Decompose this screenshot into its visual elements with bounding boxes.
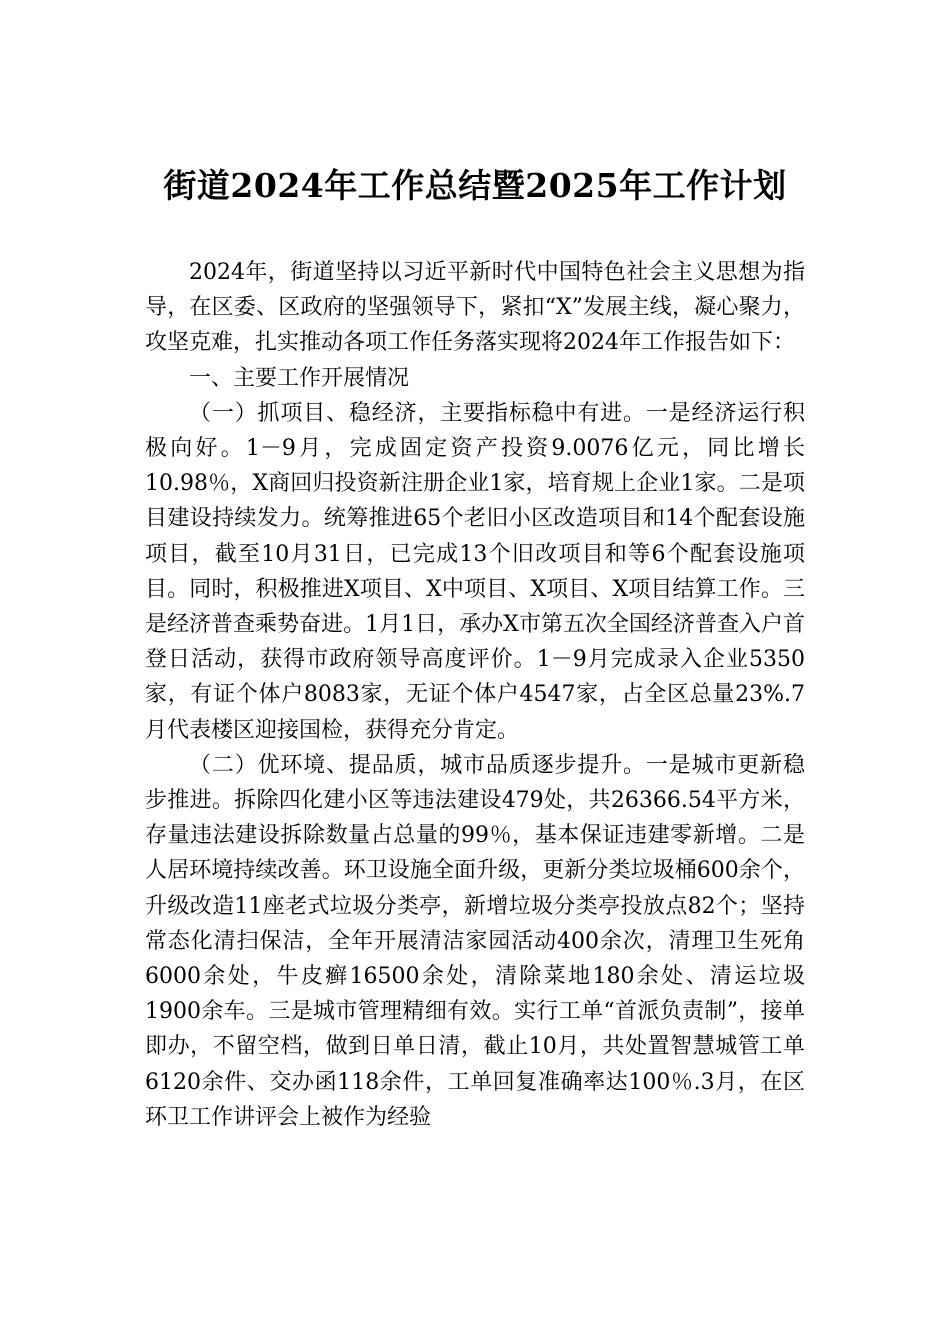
paragraph-economy: [145, 396, 805, 748]
document-body: [145, 255, 805, 1135]
document-title: 街道2024年工作总结暨2025年工作计划: [163, 166, 787, 205]
subsection-heading-economy: （一）抓项目、稳经济，主要指标稳中有进。: [189, 400, 646, 426]
paragraph-environment: [145, 748, 805, 1135]
subsection-heading-environment: （二）优环境、提品质，城市品质逐步提升。: [189, 752, 646, 778]
paragraph-economy-text: 一是经济运行积极向好。1－9月，完成固定资产投资9.0076亿元，同比增长10.98％，X商回归投资新注册企业1家，培育规上企业1家。二是项目建设持续发力。统筹推进65个老旧小区改造项目和14个配套设施项目，截至10月31日，已完成13个旧改项目和等6个配套设施项目。同时，积极推进X项目、X中项目、X项目、X项目结算工作。三是经济普查乘势奋进。1月1日，承办X市第五次全国经济普查入户首登日活动，获得市政府领导高度评价。1－9月完成录入企业5350家，有证个体户8083家，无证个体户4547家，占全区总量23%.7月代表楼区迎接国检，获得充分肯定。: [145, 400, 805, 743]
section-heading-main-work: 一、主要工作开展情况: [189, 365, 410, 391]
paragraph-environment-text: 一是城市更新稳步推进。拆除四化建小区等违法建设479处，共26366.54平方米，存量违法建设拆除数量占总量的99％，基本保证违建零新增。二是人居环境持续改善。环卫设施全面升级，更新分类垃圾桶600余个，升级改造11座老式垃圾分类亭，新增垃圾分类亭投放点82个；坚持常态化清扫保洁，全年开展清洁家园活动400余次，清理卫生死角6000余处，牛皮癣16500余处，清除菜地180余处、清运垃圾1900余车。三是城市管理精细有效。实行工单“首派负责制”，接单即办，不留空档，做到日单日清，截止10月，共处置智慧城管工单6120余件、交办函118余件，工单回复准确率达100％.3月，在区环卫工作讲评会上被作为经验: [145, 752, 805, 1130]
intro-paragraph: 2024年，街道坚持以习近平新时代中国特色社会主义思想为指导，在区委、区政府的坚强领导下，紧扣“X”发展主线，凝心聚力，攻坚克难，扎实推动各项工作任务落实现将2024年工作报告如下：: [145, 260, 805, 356]
